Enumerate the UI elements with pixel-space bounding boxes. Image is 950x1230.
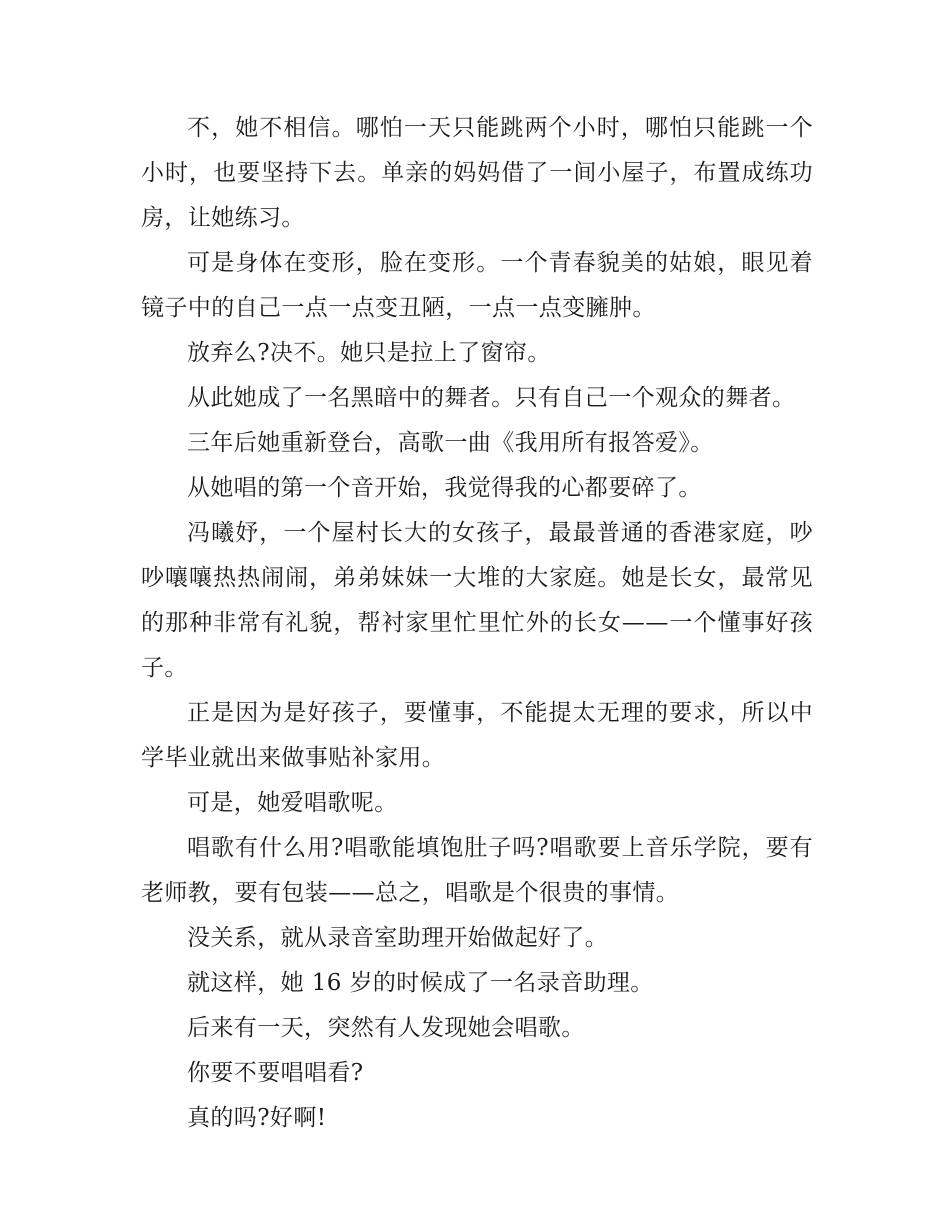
paragraph-6: 从她唱的第一个音开始，我觉得我的心都要碎了。 [187,475,702,501]
paragraph-15: 真的吗?好啊! [187,1105,327,1131]
paragraph-14: 你要不要唱唱看? [187,1060,364,1086]
paragraph-11: 没关系，就从录音室助理开始做起好了。 [187,925,609,951]
document-body [141,106,813,1141]
paragraph-10: 唱歌有什么用?唱歌能填饱肚子吗?唱歌要上音乐学院，要有老师教，要有包装——总之，唱歌是个很贵的事情。 [141,835,813,906]
paragraph-9: 可是，她爱唱歌呢。 [187,790,398,816]
paragraph-1: 不，她不相信。哪怕一天只能跳两个小时，哪怕只能跳一个小时，也要坚持下去。单亲的妈妈借了一间小屋子，布置成练功房，让她练习。 [141,115,813,231]
paragraph-7: 冯曦妤，一个屋村长大的女孩子，最最普通的香港家庭，吵吵嚷嚷热热闹闹，弟弟妹妹一大堆的大家庭。她是长女，最常见的那种非常有礼貌，帮衬家里忙里忙外的长女——一个懂事好孩子。 [141,520,813,681]
paragraph-8: 正是因为是好孩子，要懂事，不能提太无理的要求，所以中学毕业就出来做事贴补家用。 [141,700,813,771]
paragraph-13: 后来有一天，突然有人发现她会唱歌。 [187,1015,585,1041]
paragraph-5: 三年后她重新登台，高歌一曲《我用所有报答爱》。 [187,430,714,456]
paragraph-2: 可是身体在变形，脸在变形。一个青春貌美的姑娘，眼见着镜子中的自己一点一点变丑陋，一点一点变臃肿。 [141,250,813,321]
paragraph-12: 就这样，她 16 岁的时候成了一名录音助理。 [187,970,654,996]
paragraph-3: 放弃么?决不。她只是拉上了窗帘。 [187,340,551,366]
paragraph-4: 从此她成了一名黑暗中的舞者。只有自己一个观众的舞者。 [187,385,796,411]
